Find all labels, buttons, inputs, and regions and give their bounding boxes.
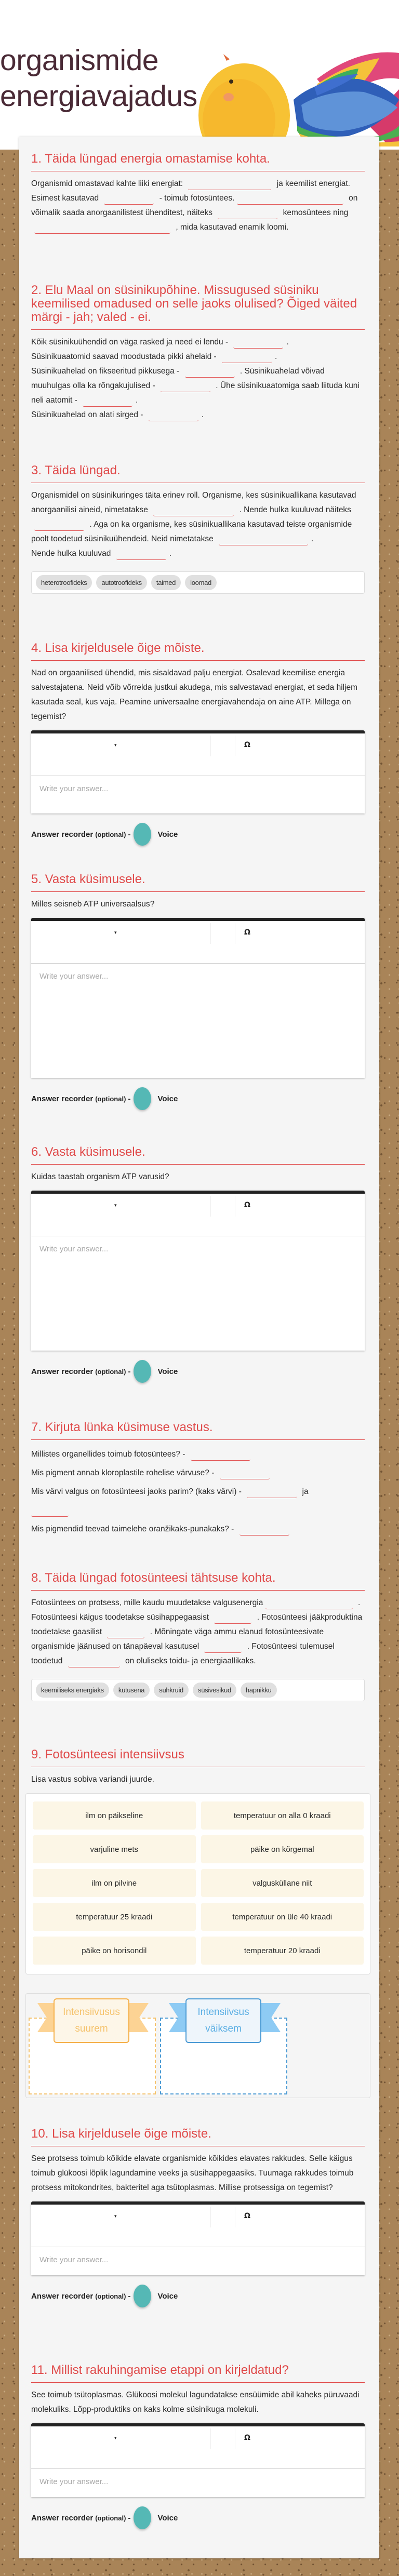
- word-chip[interactable]: keemiliseks energiaks: [36, 1683, 109, 1698]
- rich-text-editor: [31, 2423, 365, 2497]
- format-dropdown-icon[interactable]: ▾: [114, 930, 117, 936]
- section-7: [19, 1421, 379, 1539]
- section-title: 4. Lisa kirjeldusele õige mõiste.: [31, 642, 365, 661]
- answer-recorder: Answer recorder (optional) - Voice: [31, 2506, 377, 2529]
- special-character-icon[interactable]: Ω: [244, 2212, 250, 2220]
- blank-input[interactable]: [149, 411, 198, 421]
- rich-text-editor: [31, 1191, 365, 1351]
- drag-card[interactable]: ilm on pilvine: [33, 1869, 196, 1897]
- blank-input[interactable]: [83, 396, 132, 407]
- answer-recorder: Answer recorder (optional) - Voice: [31, 823, 377, 846]
- blank-input[interactable]: [219, 535, 308, 545]
- blank-input[interactable]: [68, 1657, 120, 1667]
- editor-toolbar: [31, 733, 365, 776]
- section-9: [19, 1748, 379, 2098]
- record-voice-button[interactable]: [134, 823, 151, 846]
- drag-card[interactable]: temperatuur 25 kraadi: [33, 1903, 196, 1931]
- question-prompt: Milles seisneb ATP universaalsus?: [31, 900, 155, 909]
- section-title: 5. Vasta küsimusele.: [31, 873, 365, 892]
- record-voice-button[interactable]: [134, 2506, 151, 2529]
- special-character-icon[interactable]: Ω: [244, 2434, 250, 2442]
- answer-recorder: Answer recorder (optional) - Voice: [31, 1360, 377, 1383]
- section-title: 2. Elu Maal on süsinikupõhine. Missugused süsiniku keemilised omadused on selle jaoks olulised? Õiged väited märgi - jah; valed - ei.: [31, 284, 365, 330]
- answer-recorder: Answer recorder (optional) - Voice: [31, 1087, 377, 1110]
- word-chip[interactable]: suhkruid: [154, 1683, 189, 1698]
- blank-input[interactable]: [107, 1628, 144, 1638]
- blank-input[interactable]: [31, 1506, 69, 1517]
- category-label-lower: Intensiivsus väiksem: [185, 1998, 261, 2043]
- question-prompt: See protsess toimub kõikide elavate organismide kõikides elavates rakkudes. Selle käigus toimub glükoosi lõplik lagundamine veeks ja süsihappegaasiks. Tuumaga rakkudes toimub protsess mitokondrites, bakteritel aga tsütoplasmas. Millise protsessiga on tegemist?: [31, 2154, 354, 2192]
- blank-input[interactable]: [218, 209, 277, 219]
- section-4: [19, 642, 379, 846]
- answer-input[interactable]: [31, 2469, 365, 2497]
- blank-input[interactable]: [240, 1525, 289, 1536]
- worksheet-paper: [19, 137, 379, 2558]
- category-label-higher: Intensiivusus suurem: [54, 1998, 129, 2043]
- drag-card[interactable]: temperatuur on üle 40 kraadi: [201, 1903, 364, 1931]
- section-8: [19, 1571, 379, 1701]
- word-chip[interactable]: heterotroofideks: [36, 575, 92, 590]
- blank-input[interactable]: [191, 1450, 250, 1461]
- answer-input[interactable]: [31, 2247, 365, 2275]
- section-title: 10. Lisa kirjeldusele õige mõiste.: [31, 2127, 365, 2146]
- format-dropdown-icon[interactable]: ▾: [114, 2436, 117, 2441]
- section-10: [19, 2127, 379, 2307]
- editor-toolbar: [31, 2205, 365, 2247]
- blank-input[interactable]: [34, 223, 170, 234]
- draggable-cards: [25, 1793, 370, 1974]
- record-voice-button[interactable]: [134, 1087, 151, 1110]
- drag-card[interactable]: ilm on päikseline: [33, 1801, 196, 1830]
- blank-input[interactable]: [233, 338, 283, 349]
- rich-text-editor: [31, 730, 365, 813]
- blank-input[interactable]: [104, 194, 154, 205]
- fill-in-text: Millistes organellides toimub fotosüntees? - Mis pigment annab kloroplastile rohelise värvuse? - Mis värvi valgus on fotosünteesi jaoks parim? (kaks värvi) - ja Mis pigmendid teevad taimelehe oranžikaks-punakaks? -: [31, 1445, 365, 1539]
- toolbar-divider: [210, 736, 211, 756]
- section-5: [19, 873, 379, 1110]
- section-title: 7. Kirjuta lünka küsimuse vastus.: [31, 1421, 365, 1440]
- rich-text-editor: [31, 918, 365, 1078]
- blank-input[interactable]: [222, 353, 272, 363]
- word-bank: [31, 1679, 365, 1701]
- category-drop-area: [25, 1993, 370, 2098]
- section-title: 9. Fotosünteesi intensiivsus: [31, 1748, 365, 1767]
- drag-card[interactable]: päike on kõrgemal: [201, 1835, 364, 1863]
- section-6: [19, 1145, 379, 1383]
- answer-input[interactable]: [31, 1236, 365, 1351]
- section-title: 11. Millist rakuhingamise etappi on kirjeldatud?: [31, 2364, 365, 2383]
- rich-text-editor: [31, 2201, 365, 2275]
- toolbar-divider: [210, 2207, 211, 2227]
- section-title: 3. Täida lüngad.: [31, 464, 365, 483]
- section-3: [19, 464, 379, 594]
- drag-card[interactable]: valgusküllane niit: [201, 1869, 364, 1897]
- blank-input[interactable]: [116, 550, 166, 560]
- word-chip[interactable]: taimed: [151, 575, 181, 590]
- word-chip[interactable]: süsivesikud: [193, 1683, 236, 1698]
- section-11: [19, 2364, 379, 2529]
- drag-card[interactable]: temperatuur on alla 0 kraadi: [201, 1801, 364, 1830]
- answer-input[interactable]: [31, 776, 365, 813]
- blank-input[interactable]: [185, 367, 235, 378]
- blank-input[interactable]: [204, 1643, 242, 1653]
- fill-in-text: Kõik süsinikuühendid on väga rasked ja need ei lendu - . Süsinikuaatomid saavad moodustada pikki ahelaid - . Süsinikuahelad on fikseeritud pikkusega - . Süsinikuahelad võivad muuhulgas olla ka rõngakujulised - . Ühe süsinikuaatomiga saab liituda kuni neli aatomit - . Süsinikuahelad on alati sirged - .: [31, 335, 365, 422]
- question-prompt: See toimub tsütoplasmas. Glükoosi molekul lagundatakse ensüümide abil kaheks püruvaadi molekuliks. Lõpp-produktiks on kaks kolme süsinikuga molekuli.: [31, 2391, 360, 2414]
- drag-card[interactable]: varjuline mets: [33, 1835, 196, 1863]
- header: [0, 0, 399, 150]
- format-dropdown-icon[interactable]: ▾: [114, 743, 117, 748]
- blank-input[interactable]: [237, 194, 343, 205]
- word-chip[interactable]: kütusena: [113, 1683, 150, 1698]
- special-character-icon[interactable]: Ω: [244, 928, 250, 937]
- blank-input[interactable]: [220, 1469, 270, 1479]
- section-1: [19, 152, 379, 235]
- word-chip[interactable]: hapnikku: [241, 1683, 277, 1698]
- section-title: 1. Täida lüngad energia omastamise kohta.: [31, 152, 365, 171]
- word-chip[interactable]: loomad: [185, 575, 217, 590]
- special-character-icon[interactable]: Ω: [244, 741, 250, 749]
- section-2: [19, 284, 379, 422]
- drag-card[interactable]: temperatuur 20 kraadi: [201, 1937, 364, 1965]
- editor-toolbar: [31, 921, 365, 964]
- record-voice-button[interactable]: [134, 2285, 151, 2307]
- word-chip[interactable]: autotroofideks: [96, 575, 147, 590]
- question-prompt: Nad on orgaanilised ühendid, mis sisaldavad palju energiat. Osalevad keemilise energia salvestajatena. Neid võib võrrelda justkui akudega, mis salvestavad energiat, et seda hiljem kasutada seal, kus vaja. Peamine universaalne energiavahendaja on aine ATP. Millega on tegemist?: [31, 669, 358, 721]
- answer-input[interactable]: [31, 964, 365, 1078]
- bird-illustration-icon: [161, 48, 399, 146]
- section-title: 8. Täida lüngad fotosünteesi tähtsuse kohta.: [31, 1571, 365, 1591]
- record-voice-button[interactable]: [134, 1360, 151, 1383]
- drag-card[interactable]: päike on horisondil: [33, 1937, 196, 1965]
- fill-in-text: Organismid omastavad kahte liiki energiat: ja keemilist energiat. Esimest kasutavad - toimub fotosüntees. on võimalik saada anorgaanilistest ühenditest, näiteks kemosüntees ning , mida kasutavad enamik loomi.: [31, 177, 365, 235]
- blank-input[interactable]: [188, 180, 271, 190]
- blank-input[interactable]: [153, 506, 234, 516]
- answer-recorder: Answer recorder (optional) - Voice: [31, 2285, 377, 2307]
- word-bank: [31, 571, 365, 594]
- blank-input[interactable]: [34, 520, 84, 531]
- toolbar-divider: [210, 923, 211, 944]
- blank-input[interactable]: [265, 1599, 353, 1609]
- question-prompt: Kuidas taastab organism ATP varusid?: [31, 1172, 169, 1181]
- editor-toolbar: [31, 1194, 365, 1236]
- fill-in-text: Organismidel on süsinikuringes täita erinev roll. Organisme, kes süsinikuallikana kasutavad anorgaanilisi aineid, nimetatakse . Nende hulka kuuluvad näiteks . Aga on ka organisme, kes süsinikuallikana kasutavad teiste organismide poolt toodetud süsinikuühendeid. Neid nimetatakse . Nende hulka kuuluvad .: [31, 488, 365, 561]
- special-character-icon[interactable]: Ω: [244, 1201, 250, 1209]
- page-title: organismide energiavajadus: [0, 44, 197, 113]
- section-title: 6. Vasta küsimusele.: [31, 1145, 365, 1165]
- toolbar-divider: [210, 2428, 211, 2449]
- blank-input[interactable]: [161, 382, 210, 392]
- toolbar-divider: [210, 1196, 211, 1217]
- fill-in-text: Fotosüntees on protsess, mille kaudu muudetakse valgusenergia . Fotosünteesi käigus toodetakse süsihappegaasist . Fotosünteesi jääkproduktina toodetakse gaasilist . Mõningate väga ammu elanud fotosünteesivate organismide jäänused on tänapäeval kasutusel . Fotosünteesi tulemusel toodetud on oluliseks toidu- ja energiaallikaks.: [31, 1596, 365, 1669]
- question-prompt: Lisa vastus sobiva variandi juurde.: [31, 1775, 154, 1784]
- format-dropdown-icon[interactable]: ▾: [114, 2214, 117, 2219]
- editor-toolbar: [31, 2426, 365, 2469]
- blank-input[interactable]: [214, 1613, 251, 1624]
- blank-input[interactable]: [247, 1488, 297, 1498]
- format-dropdown-icon[interactable]: ▾: [114, 1203, 117, 1208]
